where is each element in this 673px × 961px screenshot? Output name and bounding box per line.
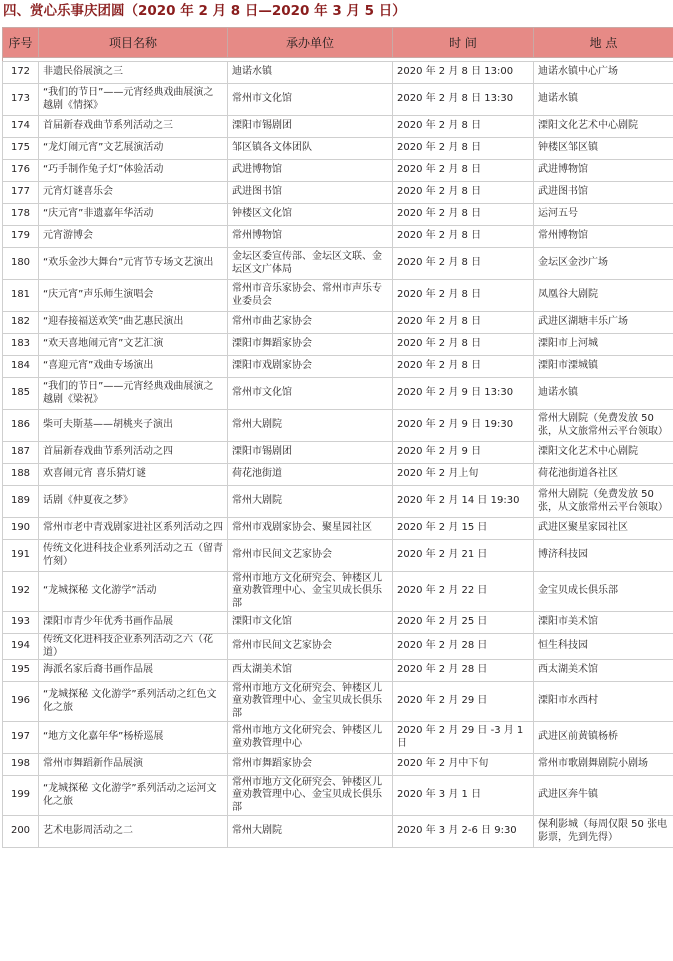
table-row (3, 226, 673, 248)
table-row (3, 816, 673, 848)
cell-name: “我们的节日”——元宵经典戏曲展演之越剧《梁祝》 (39, 378, 228, 410)
cell-time: 2020 年 2 月中下旬 (393, 754, 534, 776)
cell-unit: 常州市音乐家协会、常州市声乐专业委员会 (228, 280, 393, 312)
cell-name: “庆元宵”非遗嘉年华活动 (39, 204, 228, 226)
cell-name: “我们的节日”——元宵经典戏曲展演之越剧《情探》 (39, 84, 228, 116)
cell-time: 2020 年 2 月 29 日 (393, 682, 534, 722)
cell-time: 2020 年 2 月 8 日 (393, 182, 534, 204)
cell-name: “巧手制作兔子灯”体验活动 (39, 160, 228, 182)
cell-time: 2020 年 2 月 8 日 (393, 160, 534, 182)
table-row (3, 612, 673, 634)
cell-unit: 荷花池街道 (228, 464, 393, 486)
cell-unit: 常州市地方文化研究会、钟楼区儿童劝教管理中心、金宝贝成长俱乐部 (228, 776, 393, 816)
cell-place: 迪诺水镇 (534, 378, 673, 410)
cell-num: 182 (3, 312, 39, 334)
cell-time: 2020 年 2 月 8 日 (393, 248, 534, 280)
cell-unit: 常州市民间文艺家协会 (228, 540, 393, 572)
cell-num: 174 (3, 116, 39, 138)
cell-time: 2020 年 2 月 8 日 13:30 (393, 84, 534, 116)
cell-time: 2020 年 2 月上旬 (393, 464, 534, 486)
cell-place: 武进区湖塘丰乐广场 (534, 312, 673, 334)
header-name: 项目名称 (39, 28, 228, 58)
table-row (3, 518, 673, 540)
cell-unit: 常州市舞蹈家协会 (228, 754, 393, 776)
cell-place: 武进区奔牛镇 (534, 776, 673, 816)
cell-time: 2020 年 2 月 8 日 (393, 312, 534, 334)
cell-name: 传统文化进科技企业系列活动之六（花道） (39, 634, 228, 660)
cell-place: 溧阳文化艺术中心剧院 (534, 116, 673, 138)
cell-unit: 常州市地方文化研究会、钟楼区儿童劝教管理中心 (228, 722, 393, 754)
cell-place: 常州博物馆 (534, 226, 673, 248)
table-row (3, 160, 673, 182)
cell-time: 2020 年 2 月 8 日 (393, 280, 534, 312)
table-row (3, 182, 673, 204)
cell-name: 常州市舞蹈新作品展演 (39, 754, 228, 776)
table-row (3, 248, 673, 280)
cell-place: 迪诺水镇 (534, 84, 673, 116)
cell-name: “龙城探秘 文化游学”活动 (39, 572, 228, 612)
header-place: 地 点 (534, 28, 673, 58)
table-row (3, 776, 673, 816)
cell-place: 常州大剧院（免费发放 50 张，从文旅常州云平台领取） (534, 486, 673, 518)
cell-num: 181 (3, 280, 39, 312)
cell-time: 2020 年 2 月 8 日 (393, 204, 534, 226)
cell-unit: 溧阳市戏剧家协会 (228, 356, 393, 378)
cell-name: 溧阳市青少年优秀书画作品展 (39, 612, 228, 634)
cell-num: 193 (3, 612, 39, 634)
table-row (3, 540, 673, 572)
header-time: 时 间 (393, 28, 534, 58)
cell-time: 2020 年 2 月 14 日 19:30 (393, 486, 534, 518)
cell-num: 189 (3, 486, 39, 518)
cell-place: 武进区前黄镇杨桥 (534, 722, 673, 754)
table-row (3, 138, 673, 160)
cell-time: 2020 年 2 月 8 日 (393, 116, 534, 138)
cell-num: 179 (3, 226, 39, 248)
cell-time: 2020 年 3 月 1 日 (393, 776, 534, 816)
cell-num: 176 (3, 160, 39, 182)
cell-place: 溧阳市上河城 (534, 334, 673, 356)
cell-name: “迎春接福送欢笑”曲艺惠民演出 (39, 312, 228, 334)
cell-place: 溧阳市水西村 (534, 682, 673, 722)
cell-time: 2020 年 2 月 8 日 (393, 356, 534, 378)
cell-time: 2020 年 2 月 28 日 (393, 634, 534, 660)
table-row (3, 410, 673, 442)
cell-place: 金宝贝成长俱乐部 (534, 572, 673, 612)
cell-num: 190 (3, 518, 39, 540)
cell-unit: 迪诺水镇 (228, 62, 393, 84)
cell-name: “龙灯闹元宵”文艺展演活动 (39, 138, 228, 160)
cell-place: 溧阳文化艺术中心剧院 (534, 442, 673, 464)
cell-num: 188 (3, 464, 39, 486)
cell-name: 元宵灯谜喜乐会 (39, 182, 228, 204)
cell-num: 191 (3, 540, 39, 572)
cell-num: 185 (3, 378, 39, 410)
cell-time: 2020 年 2 月 8 日 (393, 138, 534, 160)
cell-unit: 常州市文化馆 (228, 378, 393, 410)
cell-time: 2020 年 2 月 21 日 (393, 540, 534, 572)
table-row (3, 634, 673, 660)
cell-place: 武进区聚星家园社区 (534, 518, 673, 540)
cell-time: 2020 年 2 月 28 日 (393, 660, 534, 682)
cell-unit: 常州市民间文艺家协会 (228, 634, 393, 660)
cell-unit: 金坛区委宣传部、金坛区文联、金坛区文广体局 (228, 248, 393, 280)
cell-num: 184 (3, 356, 39, 378)
cell-time: 2020 年 2 月 8 日 13:00 (393, 62, 534, 84)
cell-name: “欢天喜地闹元宵”文艺汇演 (39, 334, 228, 356)
cell-name: 常州市老中青戏剧家进社区系列活动之四 (39, 518, 228, 540)
cell-name: “喜迎元宵”戏曲专场演出 (39, 356, 228, 378)
table-row (3, 84, 673, 116)
cell-name: 话剧《仲夏夜之梦》 (39, 486, 228, 518)
table-row (3, 356, 673, 378)
cell-unit: 常州市地方文化研究会、钟楼区儿童劝教管理中心、金宝贝成长俱乐部 (228, 682, 393, 722)
cell-unit: 武进图书馆 (228, 182, 393, 204)
cell-unit: 常州市文化馆 (228, 84, 393, 116)
cell-unit: 钟楼区文化馆 (228, 204, 393, 226)
cell-name: 非遗民俗展演之三 (39, 62, 228, 84)
cell-name: 柴可夫斯基——胡桃夹子演出 (39, 410, 228, 442)
cell-place: 恒生科技园 (534, 634, 673, 660)
table-row (3, 280, 673, 312)
cell-name: “龙城探秘 文化游学”系列活动之红色文化之旅 (39, 682, 228, 722)
table-body (3, 62, 673, 848)
table-row (3, 378, 673, 410)
cell-place: 运河五号 (534, 204, 673, 226)
cell-num: 200 (3, 816, 39, 848)
cell-unit: 常州博物馆 (228, 226, 393, 248)
table-row (3, 116, 673, 138)
cell-unit: 溧阳市舞蹈家协会 (228, 334, 393, 356)
table-row (3, 464, 673, 486)
cell-name: 元宵游博会 (39, 226, 228, 248)
header-num: 序号 (3, 28, 39, 58)
cell-name: “庆元宵”声乐师生演唱会 (39, 280, 228, 312)
cell-place: 溧阳市溧城镇 (534, 356, 673, 378)
cell-name: 海派名家后裔书画作品展 (39, 660, 228, 682)
cell-place: 凤凰谷大剧院 (534, 280, 673, 312)
cell-time: 2020 年 2 月 29 日 -3 月 1 日 (393, 722, 534, 754)
cell-unit: 邹区镇各文体团队 (228, 138, 393, 160)
cell-time: 2020 年 3 月 2-6 日 9:30 (393, 816, 534, 848)
table-row (3, 682, 673, 722)
cell-num: 186 (3, 410, 39, 442)
cell-time: 2020 年 2 月 9 日 13:30 (393, 378, 534, 410)
cell-num: 198 (3, 754, 39, 776)
cell-time: 2020 年 2 月 9 日 19:30 (393, 410, 534, 442)
cell-num: 187 (3, 442, 39, 464)
cell-place: 钟楼区邹区镇 (534, 138, 673, 160)
cell-num: 177 (3, 182, 39, 204)
cell-num: 196 (3, 682, 39, 722)
cell-place: 武进图书馆 (534, 182, 673, 204)
cell-num: 195 (3, 660, 39, 682)
table-row (3, 62, 673, 84)
cell-time: 2020 年 2 月 8 日 (393, 334, 534, 356)
cell-name: “龙城探秘 文化游学”系列活动之运河文化之旅 (39, 776, 228, 816)
table-row (3, 204, 673, 226)
cell-place: 武进博物馆 (534, 160, 673, 182)
cell-name: 首届新春戏曲节系列活动之三 (39, 116, 228, 138)
cell-place: 溧阳市美术馆 (534, 612, 673, 634)
cell-num: 197 (3, 722, 39, 754)
cell-unit: 常州市戏剧家协会、聚星园社区 (228, 518, 393, 540)
cell-place: 博济科技园 (534, 540, 673, 572)
event-schedule-table (2, 27, 673, 848)
cell-place: 荷花池街道各社区 (534, 464, 673, 486)
cell-time: 2020 年 2 月 8 日 (393, 226, 534, 248)
cell-time: 2020 年 2 月 15 日 (393, 518, 534, 540)
cell-name: 传统文化进科技企业系列活动之五（留青竹刻） (39, 540, 228, 572)
cell-num: 199 (3, 776, 39, 816)
cell-num: 194 (3, 634, 39, 660)
header-unit: 承办单位 (228, 28, 393, 58)
table-row (3, 754, 673, 776)
cell-unit: 溧阳市锡剧团 (228, 116, 393, 138)
cell-name: “地方文化嘉年华”杨桥巡展 (39, 722, 228, 754)
cell-place: 金坛区金沙广场 (534, 248, 673, 280)
cell-num: 183 (3, 334, 39, 356)
cell-num: 175 (3, 138, 39, 160)
cell-unit: 溧阳市文化馆 (228, 612, 393, 634)
table-row (3, 722, 673, 754)
cell-place: 迪诺水镇中心广场 (534, 62, 673, 84)
cell-time: 2020 年 2 月 25 日 (393, 612, 534, 634)
section-title: 四、赏心乐事庆团圆（2020 年 2 月 8 日—2020 年 3 月 5 日） (3, 3, 406, 19)
cell-time: 2020 年 2 月 22 日 (393, 572, 534, 612)
cell-num: 173 (3, 84, 39, 116)
cell-name: 欢喜闹元宵 喜乐猜灯谜 (39, 464, 228, 486)
cell-place: 常州大剧院（免费发放 50 张，从文旅常州云平台领取） (534, 410, 673, 442)
cell-num: 178 (3, 204, 39, 226)
table-header (3, 28, 673, 62)
table-row (3, 572, 673, 612)
cell-name: 艺术电影周活动之二 (39, 816, 228, 848)
table-row (3, 442, 673, 464)
cell-unit: 常州市地方文化研究会、钟楼区儿童劝教管理中心、金宝贝成长俱乐部 (228, 572, 393, 612)
table-row (3, 660, 673, 682)
cell-num: 180 (3, 248, 39, 280)
cell-unit: 常州市曲艺家协会 (228, 312, 393, 334)
cell-unit: 常州大剧院 (228, 410, 393, 442)
cell-place: 常州市歌剧舞剧院小剧场 (534, 754, 673, 776)
cell-unit: 常州大剧院 (228, 486, 393, 518)
cell-unit: 溧阳市锡剧团 (228, 442, 393, 464)
cell-name: 首届新春戏曲节系列活动之四 (39, 442, 228, 464)
table-row (3, 486, 673, 518)
cell-unit: 武进博物馆 (228, 160, 393, 182)
cell-num: 192 (3, 572, 39, 612)
cell-num: 172 (3, 62, 39, 84)
cell-name: “欢乐金沙大舞台”元宵节专场文艺演出 (39, 248, 228, 280)
cell-place: 保利影城（每周仅限 50 张电影票，先到先得） (534, 816, 673, 848)
table-row (3, 312, 673, 334)
cell-place: 西太湖美术馆 (534, 660, 673, 682)
table-row (3, 334, 673, 356)
cell-unit: 常州大剧院 (228, 816, 393, 848)
cell-unit: 西太湖美术馆 (228, 660, 393, 682)
cell-time: 2020 年 2 月 9 日 (393, 442, 534, 464)
